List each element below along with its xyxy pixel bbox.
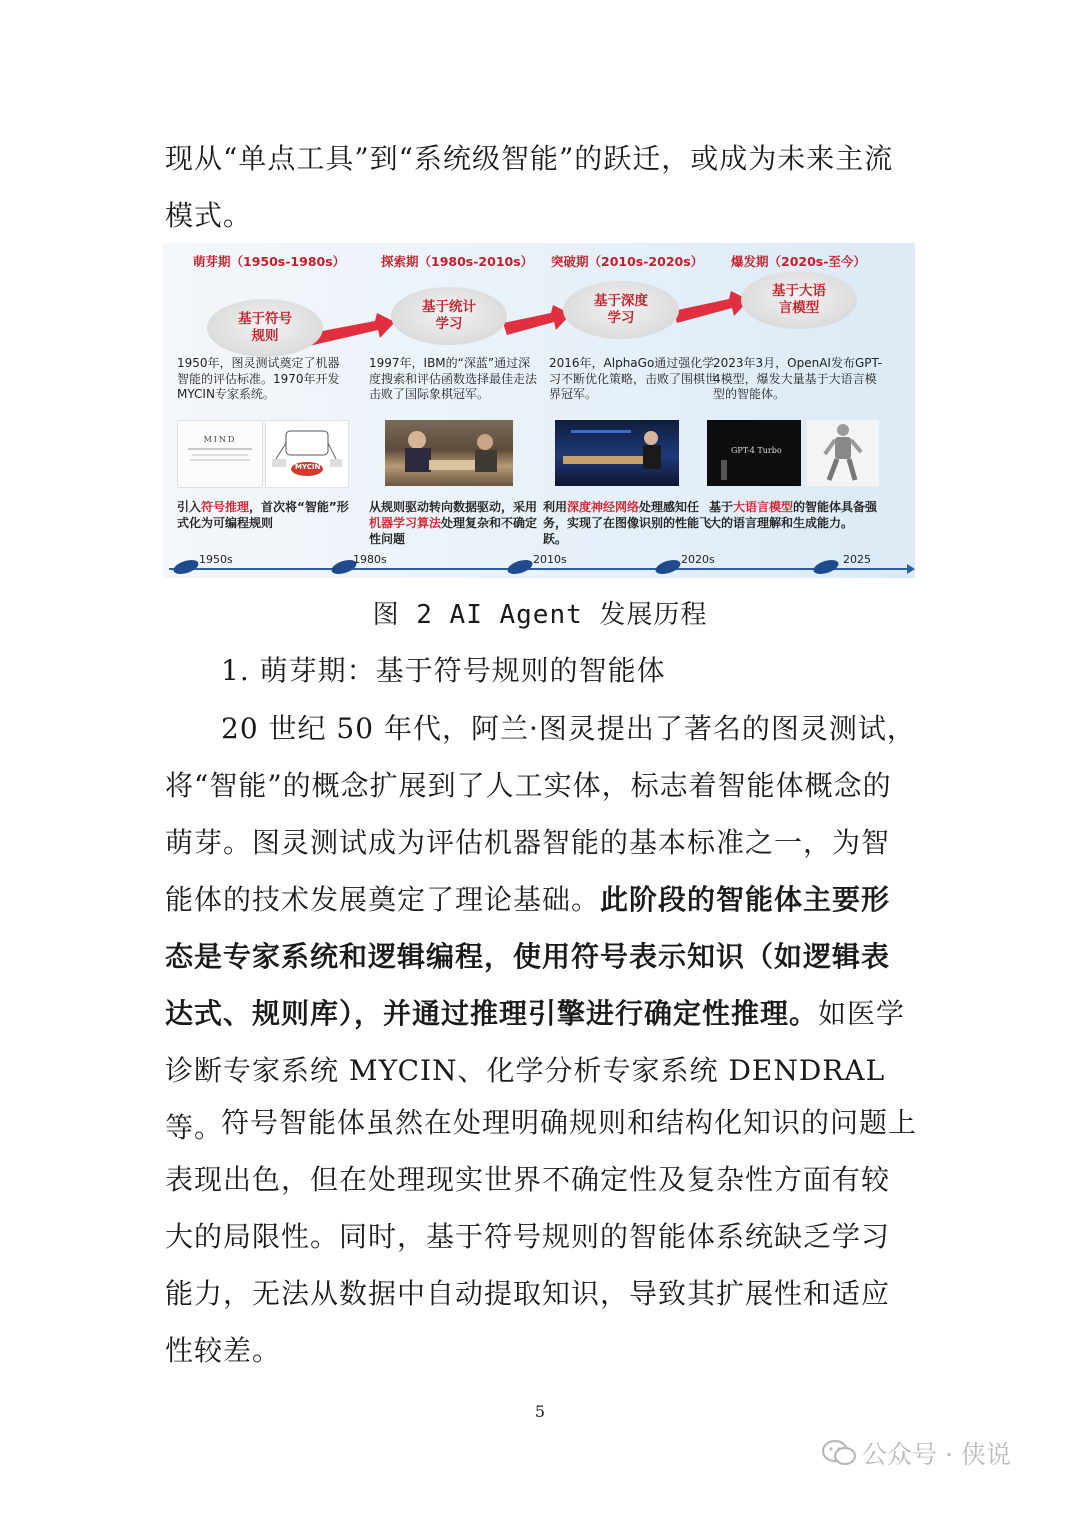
stage-title-2: 探索期（1980s-2010s） xyxy=(381,254,534,269)
wechat-watermark xyxy=(822,1435,1011,1471)
era-label-1: 1950s xyxy=(199,553,233,566)
stage-note-1: 引入符号推理，首次将“智能”形式化为可编程规则 xyxy=(177,500,349,530)
arrow-3 xyxy=(673,291,749,323)
stage-desc-2: 1997年，IBM的“深蓝”通过深度搜索和评估函数选择最佳走法击败了国际象棋冠军。 xyxy=(369,356,538,401)
stage-title-4: 爆发期（2020s-至今） xyxy=(731,254,866,269)
body-paragraph-1 xyxy=(165,700,917,1156)
watermark-text: 公众号 · 侠说 xyxy=(862,1440,1011,1469)
stage-ellipse-4: 基于大语言模型 xyxy=(741,271,857,329)
wechat-icon xyxy=(822,1439,856,1467)
era-label-2: 1980s xyxy=(353,553,387,566)
stage-title-1: 萌芽期（1950s-1980s） xyxy=(193,254,346,269)
page-number: 5 xyxy=(534,1402,546,1421)
para1-bold-text: 此阶段的智能体主要形态是专家系统和逻辑编程，使用符号表示知识（如逻辑表达式、规则库），并通过推理引擎进行确定性推理。 xyxy=(165,883,891,1030)
era-label-3: 2010s xyxy=(533,553,567,566)
para1-tail-text: 如医学诊断专家系统 MYCIN、化学分析专家系统 DENDRAL 等。 xyxy=(165,997,906,1144)
para1-normal-text: 20 世纪 50 年代，阿兰·图灵提出了著名的图灵测试，将“智能”的概念扩展到了人工实体，标志着智能体概念的萌芽。图灵测试成为评估机器智能的基本标准之一，为智能体的技术发展奠定了理论基础。 xyxy=(165,712,916,916)
stage-desc-1: 1950年，图灵测试奠定了机器智能的评估标准。1970年开发MYCIN专家系统。 xyxy=(177,356,340,401)
stage-desc-3: 2016年，AlphaGo通过强化学习不断优化策略，击败了围棋世界冠军。 xyxy=(549,356,718,401)
ai-agent-timeline-figure xyxy=(163,243,915,578)
mind-paper-image: MIND xyxy=(177,420,263,488)
section-heading: 1. 萌芽期：基于符号规则的智能体 xyxy=(221,654,666,687)
era-label-4: 2020s xyxy=(681,553,715,566)
stage-note-2: 从规则驱动转向数据驱动，采用机器学习算法处理复杂和不确定性问题 xyxy=(369,500,538,546)
alphago-match-image xyxy=(555,420,679,486)
era-label-5: 2025 xyxy=(843,553,871,566)
mycin-diagram-image: MYCIN xyxy=(265,420,349,488)
figure-caption: 图 2 AI Agent 发展历程 xyxy=(372,600,708,630)
stage-note-4: 基于大语言模型的智能体具备强大的语言理解和生成能力。 xyxy=(709,500,878,530)
humanoid-robot-image xyxy=(807,420,879,486)
stage-ellipse-3: 基于深度学习 xyxy=(563,281,679,339)
gpt4-launch-image: GPT-4 Turbo xyxy=(707,420,801,486)
timeline-arrowhead xyxy=(907,564,915,574)
arrow-2 xyxy=(503,305,571,335)
stage-desc-4: 2023年3月，OpenAI发布GPT-4模型，爆发大量基于大语言模型的智能体。 xyxy=(713,356,883,401)
stage-title-3: 突破期（2010s-2020s） xyxy=(551,254,704,269)
continuation-paragraph: 现从“单点工具”到“系统级智能”的跃迁，或成为未来主流模式。 xyxy=(165,142,894,232)
stage-ellipse-1: 基于符号规则 xyxy=(207,299,323,357)
stage-note-3: 利用深度神经网络处理感知任务，实现了在图像识别的性能飞跃。 xyxy=(543,500,712,546)
stage-ellipse-2: 基于统计学习 xyxy=(391,287,507,345)
deep-blue-chess-image xyxy=(385,420,513,486)
body-paragraph-2: 符号智能体虽然在处理明确规则和结构化知识的问题上表现出色，但在处理现实世界不确定性及复杂性方面有较大的局限性。同时，基于符号规则的智能体系统缺乏学习能力，无法从数据中自动提取知识，导致其扩展性和适应性较差。 xyxy=(165,1106,918,1367)
